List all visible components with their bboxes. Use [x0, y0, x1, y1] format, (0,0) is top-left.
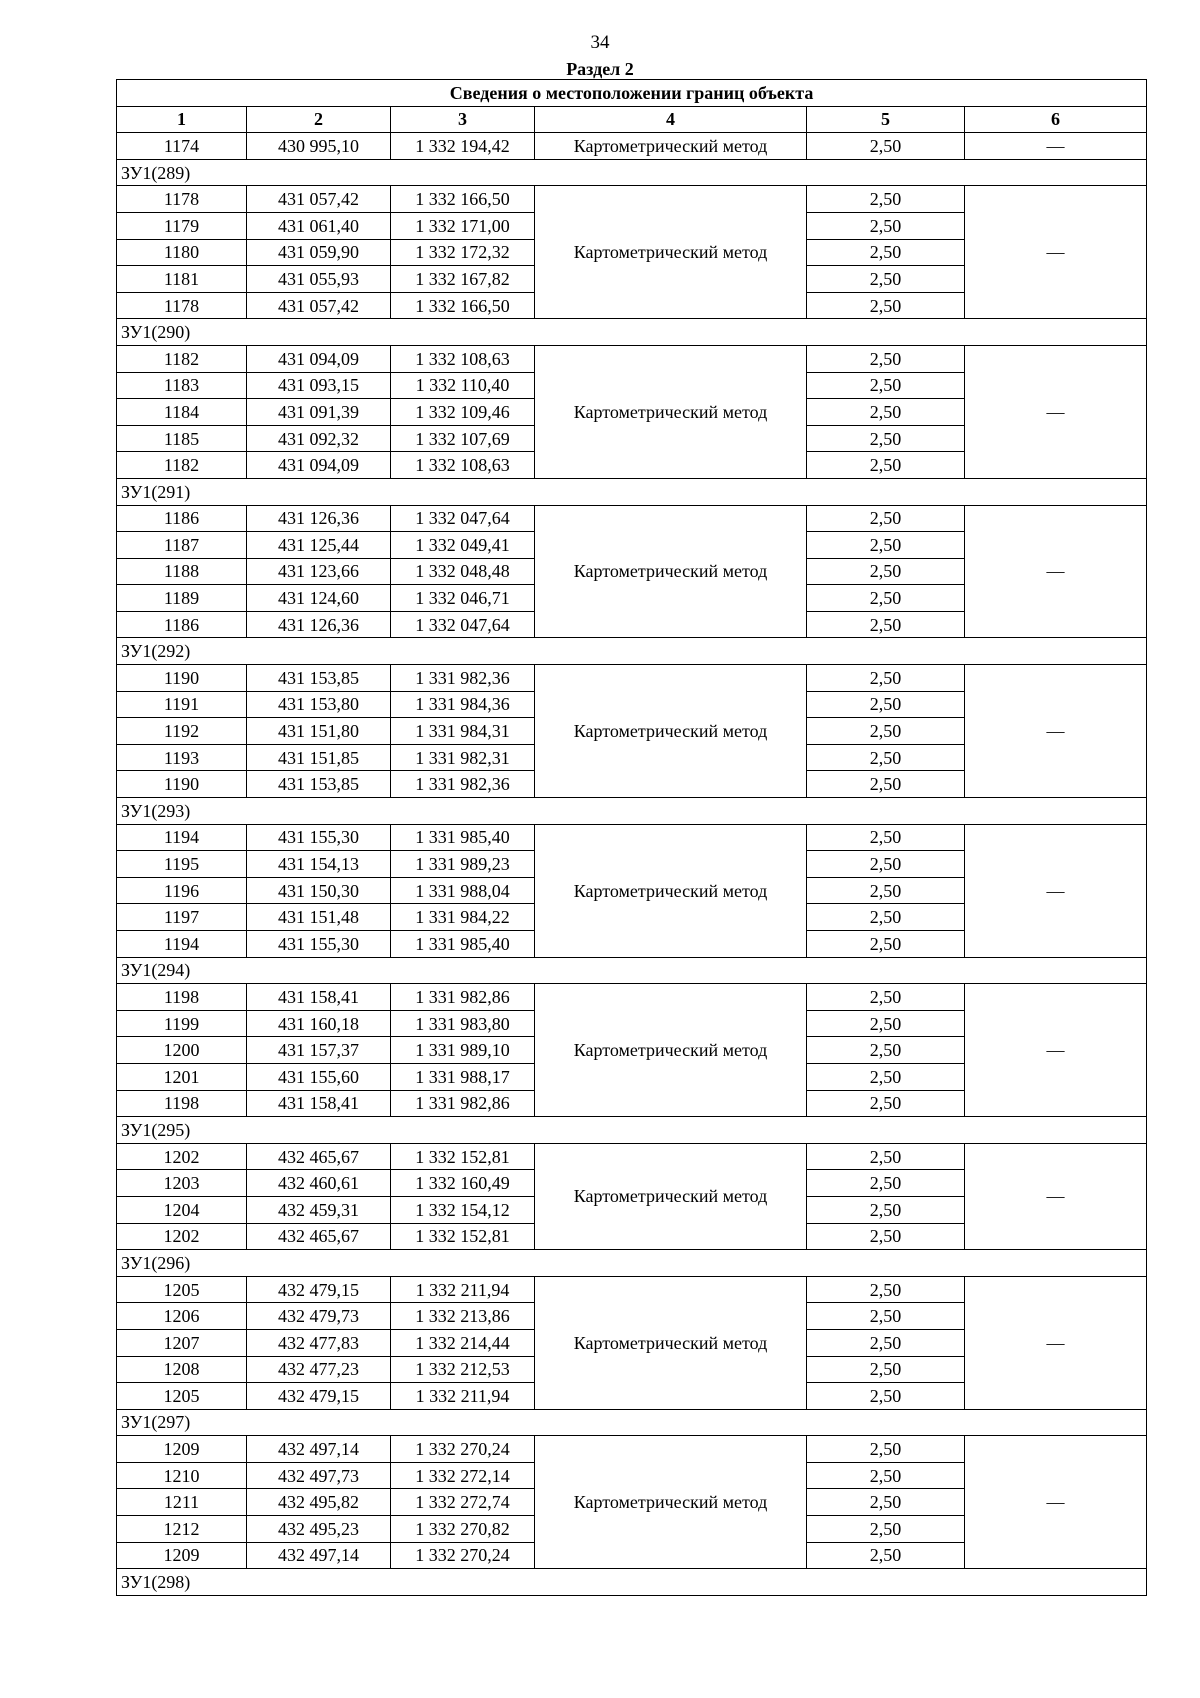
table-row — [117, 984, 1147, 1011]
accuracy-cell: 2,50 — [807, 1037, 965, 1064]
point-number-cell: 1212 — [117, 1516, 247, 1543]
x-coordinate-cell: 432 459,31 — [247, 1196, 391, 1223]
accuracy-cell: 2,50 — [807, 1143, 965, 1170]
accuracy-cell: 2,50 — [807, 1170, 965, 1197]
x-coordinate-cell: 431 151,85 — [247, 744, 391, 771]
accuracy-cell: 2,50 — [807, 452, 965, 479]
y-coordinate-cell: 1 332 272,74 — [391, 1489, 535, 1516]
point-number-cell: 1178 — [117, 186, 247, 213]
y-coordinate-cell: 1 332 172,32 — [391, 239, 535, 266]
point-number-cell: 1202 — [117, 1223, 247, 1250]
accuracy-cell: 2,50 — [807, 1196, 965, 1223]
point-number-cell: 1208 — [117, 1356, 247, 1383]
y-coordinate-cell: 1 331 989,10 — [391, 1037, 535, 1064]
y-coordinate-cell: 1 331 984,31 — [391, 718, 535, 745]
y-coordinate-cell: 1 331 984,36 — [391, 691, 535, 718]
y-coordinate-cell: 1 331 985,40 — [391, 824, 535, 851]
x-coordinate-cell: 432 479,73 — [247, 1303, 391, 1330]
group-label: ЗУ1(293) — [117, 798, 1147, 825]
accuracy-cell: 2,50 — [807, 1090, 965, 1117]
note-cell: — — [965, 505, 1147, 638]
x-coordinate-cell: 432 479,15 — [247, 1383, 391, 1410]
x-coordinate-cell: 430 995,10 — [247, 133, 391, 160]
group-label: ЗУ1(298) — [117, 1569, 1147, 1596]
method-cell: Картометрический метод — [535, 133, 807, 160]
y-coordinate-cell: 1 332 214,44 — [391, 1329, 535, 1356]
accuracy-cell: 2,50 — [807, 1223, 965, 1250]
x-coordinate-cell: 431 150,30 — [247, 877, 391, 904]
accuracy-cell: 2,50 — [807, 744, 965, 771]
accuracy-cell: 2,50 — [807, 239, 965, 266]
point-number-cell: 1181 — [117, 266, 247, 293]
x-coordinate-cell: 432 497,73 — [247, 1462, 391, 1489]
point-number-cell: 1196 — [117, 877, 247, 904]
table-row — [117, 665, 1147, 692]
x-coordinate-cell: 432 479,15 — [247, 1276, 391, 1303]
column-header: 6 — [965, 106, 1147, 133]
group-header-row — [117, 1250, 1147, 1277]
note-cell: — — [965, 984, 1147, 1117]
y-coordinate-cell: 1 331 982,86 — [391, 1090, 535, 1117]
y-coordinate-cell: 1 332 048,48 — [391, 558, 535, 585]
accuracy-cell: 2,50 — [807, 1462, 965, 1489]
y-coordinate-cell: 1 331 982,36 — [391, 771, 535, 798]
group-header-row — [117, 319, 1147, 346]
y-coordinate-cell: 1 332 211,94 — [391, 1383, 535, 1410]
accuracy-cell: 2,50 — [807, 771, 965, 798]
group-label: ЗУ1(296) — [117, 1250, 1147, 1277]
point-number-cell: 1185 — [117, 425, 247, 452]
accuracy-cell: 2,50 — [807, 532, 965, 559]
note-cell: — — [965, 665, 1147, 798]
y-coordinate-cell: 1 332 047,64 — [391, 505, 535, 532]
y-coordinate-cell: 1 332 109,46 — [391, 399, 535, 426]
accuracy-cell: 2,50 — [807, 345, 965, 372]
x-coordinate-cell: 431 092,32 — [247, 425, 391, 452]
x-coordinate-cell: 431 124,60 — [247, 585, 391, 612]
x-coordinate-cell: 432 465,67 — [247, 1223, 391, 1250]
y-coordinate-cell: 1 331 988,04 — [391, 877, 535, 904]
page-number: 34 — [590, 32, 610, 53]
point-number-cell: 1188 — [117, 558, 247, 585]
accuracy-cell: 2,50 — [807, 691, 965, 718]
x-coordinate-cell: 432 460,61 — [247, 1170, 391, 1197]
y-coordinate-cell: 1 332 270,24 — [391, 1436, 535, 1463]
accuracy-cell: 2,50 — [807, 505, 965, 532]
method-cell: Картометрический метод — [535, 1276, 807, 1409]
column-header: 4 — [535, 106, 807, 133]
y-coordinate-cell: 1 332 160,49 — [391, 1170, 535, 1197]
table-row — [117, 345, 1147, 372]
x-coordinate-cell: 432 465,67 — [247, 1143, 391, 1170]
accuracy-cell: 2,50 — [807, 372, 965, 399]
accuracy-cell: 2,50 — [807, 1276, 965, 1303]
accuracy-cell: 2,50 — [807, 1489, 965, 1516]
group-header-row — [117, 1569, 1147, 1596]
method-cell: Картометрический метод — [535, 1436, 807, 1569]
y-coordinate-cell: 1 332 047,64 — [391, 611, 535, 638]
x-coordinate-cell: 431 157,37 — [247, 1037, 391, 1064]
accuracy-cell: 2,50 — [807, 1436, 965, 1463]
y-coordinate-cell: 1 332 049,41 — [391, 532, 535, 559]
point-number-cell: 1198 — [117, 1090, 247, 1117]
x-coordinate-cell: 431 126,36 — [247, 611, 391, 638]
y-coordinate-cell: 1 332 152,81 — [391, 1143, 535, 1170]
group-header-row — [117, 798, 1147, 825]
x-coordinate-cell: 431 153,85 — [247, 771, 391, 798]
y-coordinate-cell: 1 331 984,22 — [391, 904, 535, 931]
y-coordinate-cell: 1 332 154,12 — [391, 1196, 535, 1223]
accuracy-cell: 2,50 — [807, 904, 965, 931]
method-cell: Картометрический метод — [535, 984, 807, 1117]
accuracy-cell: 2,50 — [807, 665, 965, 692]
point-number-cell: 1193 — [117, 744, 247, 771]
point-number-cell: 1206 — [117, 1303, 247, 1330]
x-coordinate-cell: 431 057,42 — [247, 186, 391, 213]
y-coordinate-cell: 1 332 272,14 — [391, 1462, 535, 1489]
method-cell: Картометрический метод — [535, 665, 807, 798]
x-coordinate-cell: 431 155,30 — [247, 931, 391, 958]
x-coordinate-cell: 431 061,40 — [247, 212, 391, 239]
point-number-cell: 1209 — [117, 1542, 247, 1569]
x-coordinate-cell: 431 153,85 — [247, 665, 391, 692]
y-coordinate-cell: 1 332 107,69 — [391, 425, 535, 452]
y-coordinate-cell: 1 331 988,17 — [391, 1063, 535, 1090]
note-cell: — — [965, 1143, 1147, 1249]
table-row — [117, 1436, 1147, 1463]
y-coordinate-cell: 1 332 166,50 — [391, 186, 535, 213]
table-body — [117, 133, 1147, 1596]
point-number-cell: 1184 — [117, 399, 247, 426]
point-number-cell: 1205 — [117, 1383, 247, 1410]
point-number-cell: 1190 — [117, 665, 247, 692]
accuracy-cell: 2,50 — [807, 1516, 965, 1543]
accuracy-cell: 2,50 — [807, 718, 965, 745]
y-coordinate-cell: 1 332 046,71 — [391, 585, 535, 612]
boundary-coordinates-table — [116, 79, 1147, 1596]
x-coordinate-cell: 431 151,80 — [247, 718, 391, 745]
point-number-cell: 1187 — [117, 532, 247, 559]
x-coordinate-cell: 431 059,90 — [247, 239, 391, 266]
accuracy-cell: 2,50 — [807, 851, 965, 878]
accuracy-cell: 2,50 — [807, 1383, 965, 1410]
point-number-cell: 1182 — [117, 345, 247, 372]
note-cell: — — [965, 345, 1147, 478]
note-cell: — — [965, 824, 1147, 957]
accuracy-cell: 2,50 — [807, 292, 965, 319]
method-cell: Картометрический метод — [535, 824, 807, 957]
note-cell: — — [965, 133, 1147, 160]
accuracy-cell: 2,50 — [807, 425, 965, 452]
x-coordinate-cell: 431 125,44 — [247, 532, 391, 559]
y-coordinate-cell: 1 331 989,23 — [391, 851, 535, 878]
x-coordinate-cell: 432 495,82 — [247, 1489, 391, 1516]
accuracy-cell: 2,50 — [807, 1329, 965, 1356]
accuracy-cell: 2,50 — [807, 133, 965, 160]
column-header: 2 — [247, 106, 391, 133]
point-number-cell: 1207 — [117, 1329, 247, 1356]
accuracy-cell: 2,50 — [807, 186, 965, 213]
x-coordinate-cell: 431 093,15 — [247, 372, 391, 399]
y-coordinate-cell: 1 331 982,36 — [391, 665, 535, 692]
point-number-cell: 1191 — [117, 691, 247, 718]
x-coordinate-cell: 431 154,13 — [247, 851, 391, 878]
y-coordinate-cell: 1 332 108,63 — [391, 345, 535, 372]
group-label: ЗУ1(294) — [117, 957, 1147, 984]
table-caption: Сведения о местоположении границ объекта — [117, 80, 1147, 107]
point-number-cell: 1174 — [117, 133, 247, 160]
y-coordinate-cell: 1 331 982,86 — [391, 984, 535, 1011]
column-header: 3 — [391, 106, 535, 133]
method-cell: Картометрический метод — [535, 1143, 807, 1249]
point-number-cell: 1190 — [117, 771, 247, 798]
x-coordinate-cell: 431 057,42 — [247, 292, 391, 319]
group-label: ЗУ1(295) — [117, 1117, 1147, 1144]
point-number-cell: 1182 — [117, 452, 247, 479]
point-number-cell: 1192 — [117, 718, 247, 745]
accuracy-cell: 2,50 — [807, 399, 965, 426]
column-header: 1 — [117, 106, 247, 133]
x-coordinate-cell: 431 158,41 — [247, 1090, 391, 1117]
group-header-row — [117, 478, 1147, 505]
table-caption-row — [117, 80, 1147, 107]
x-coordinate-cell: 432 497,14 — [247, 1542, 391, 1569]
point-number-cell: 1198 — [117, 984, 247, 1011]
section-title: Раздел 2 — [566, 59, 634, 79]
x-coordinate-cell: 431 094,09 — [247, 452, 391, 479]
accuracy-cell: 2,50 — [807, 611, 965, 638]
y-coordinate-cell: 1 332 213,86 — [391, 1303, 535, 1330]
y-coordinate-cell: 1 332 171,00 — [391, 212, 535, 239]
x-coordinate-cell: 431 155,30 — [247, 824, 391, 851]
group-label: ЗУ1(290) — [117, 319, 1147, 346]
note-cell: — — [965, 1276, 1147, 1409]
y-coordinate-cell: 1 332 270,82 — [391, 1516, 535, 1543]
point-number-cell: 1202 — [117, 1143, 247, 1170]
x-coordinate-cell: 432 495,23 — [247, 1516, 391, 1543]
x-coordinate-cell: 431 158,41 — [247, 984, 391, 1011]
x-coordinate-cell: 431 151,48 — [247, 904, 391, 931]
x-coordinate-cell: 432 477,83 — [247, 1329, 391, 1356]
group-header-row — [117, 159, 1147, 186]
accuracy-cell: 2,50 — [807, 1063, 965, 1090]
column-header-row — [117, 106, 1147, 133]
point-number-cell: 1179 — [117, 212, 247, 239]
x-coordinate-cell: 432 477,23 — [247, 1356, 391, 1383]
point-number-cell: 1210 — [117, 1462, 247, 1489]
table-row — [117, 1276, 1147, 1303]
y-coordinate-cell: 1 332 108,63 — [391, 452, 535, 479]
table-row — [117, 824, 1147, 851]
x-coordinate-cell: 431 153,80 — [247, 691, 391, 718]
accuracy-cell: 2,50 — [807, 877, 965, 904]
x-coordinate-cell: 432 497,14 — [247, 1436, 391, 1463]
point-number-cell: 1203 — [117, 1170, 247, 1197]
group-label: ЗУ1(292) — [117, 638, 1147, 665]
method-cell: Картометрический метод — [535, 345, 807, 478]
point-number-cell: 1205 — [117, 1276, 247, 1303]
group-header-row — [117, 957, 1147, 984]
group-label: ЗУ1(297) — [117, 1409, 1147, 1436]
point-number-cell: 1195 — [117, 851, 247, 878]
point-number-cell: 1194 — [117, 824, 247, 851]
point-number-cell: 1180 — [117, 239, 247, 266]
table-row — [117, 133, 1147, 160]
accuracy-cell: 2,50 — [807, 1010, 965, 1037]
point-number-cell: 1178 — [117, 292, 247, 319]
x-coordinate-cell: 431 155,60 — [247, 1063, 391, 1090]
group-header-row — [117, 638, 1147, 665]
y-coordinate-cell: 1 332 110,40 — [391, 372, 535, 399]
table-row — [117, 1143, 1147, 1170]
y-coordinate-cell: 1 332 211,94 — [391, 1276, 535, 1303]
point-number-cell: 1197 — [117, 904, 247, 931]
accuracy-cell: 2,50 — [807, 266, 965, 293]
x-coordinate-cell: 431 123,66 — [247, 558, 391, 585]
point-number-cell: 1194 — [117, 931, 247, 958]
y-coordinate-cell: 1 331 982,31 — [391, 744, 535, 771]
note-cell: — — [965, 186, 1147, 319]
y-coordinate-cell: 1 332 194,42 — [391, 133, 535, 160]
point-number-cell: 1189 — [117, 585, 247, 612]
y-coordinate-cell: 1 331 983,80 — [391, 1010, 535, 1037]
y-coordinate-cell: 1 332 166,50 — [391, 292, 535, 319]
y-coordinate-cell: 1 331 985,40 — [391, 931, 535, 958]
accuracy-cell: 2,50 — [807, 212, 965, 239]
y-coordinate-cell: 1 332 270,24 — [391, 1542, 535, 1569]
point-number-cell: 1211 — [117, 1489, 247, 1516]
y-coordinate-cell: 1 332 212,53 — [391, 1356, 535, 1383]
accuracy-cell: 2,50 — [807, 984, 965, 1011]
point-number-cell: 1204 — [117, 1196, 247, 1223]
accuracy-cell: 2,50 — [807, 931, 965, 958]
accuracy-cell: 2,50 — [807, 585, 965, 612]
group-header-row — [117, 1409, 1147, 1436]
table-row — [117, 505, 1147, 532]
point-number-cell: 1186 — [117, 611, 247, 638]
accuracy-cell: 2,50 — [807, 558, 965, 585]
group-label: ЗУ1(289) — [117, 159, 1147, 186]
point-number-cell: 1186 — [117, 505, 247, 532]
point-number-cell: 1200 — [117, 1037, 247, 1064]
y-coordinate-cell: 1 332 152,81 — [391, 1223, 535, 1250]
point-number-cell: 1209 — [117, 1436, 247, 1463]
column-header: 5 — [807, 106, 965, 133]
method-cell: Картометрический метод — [535, 186, 807, 319]
x-coordinate-cell: 431 126,36 — [247, 505, 391, 532]
point-number-cell: 1201 — [117, 1063, 247, 1090]
point-number-cell: 1183 — [117, 372, 247, 399]
y-coordinate-cell: 1 332 167,82 — [391, 266, 535, 293]
point-number-cell: 1199 — [117, 1010, 247, 1037]
method-cell: Картометрический метод — [535, 505, 807, 638]
accuracy-cell: 2,50 — [807, 1356, 965, 1383]
accuracy-cell: 2,50 — [807, 824, 965, 851]
accuracy-cell: 2,50 — [807, 1303, 965, 1330]
group-label: ЗУ1(291) — [117, 478, 1147, 505]
note-cell: — — [965, 1436, 1147, 1569]
table-row — [117, 186, 1147, 213]
group-header-row — [117, 1117, 1147, 1144]
x-coordinate-cell: 431 055,93 — [247, 266, 391, 293]
x-coordinate-cell: 431 091,39 — [247, 399, 391, 426]
x-coordinate-cell: 431 160,18 — [247, 1010, 391, 1037]
x-coordinate-cell: 431 094,09 — [247, 345, 391, 372]
accuracy-cell: 2,50 — [807, 1542, 965, 1569]
